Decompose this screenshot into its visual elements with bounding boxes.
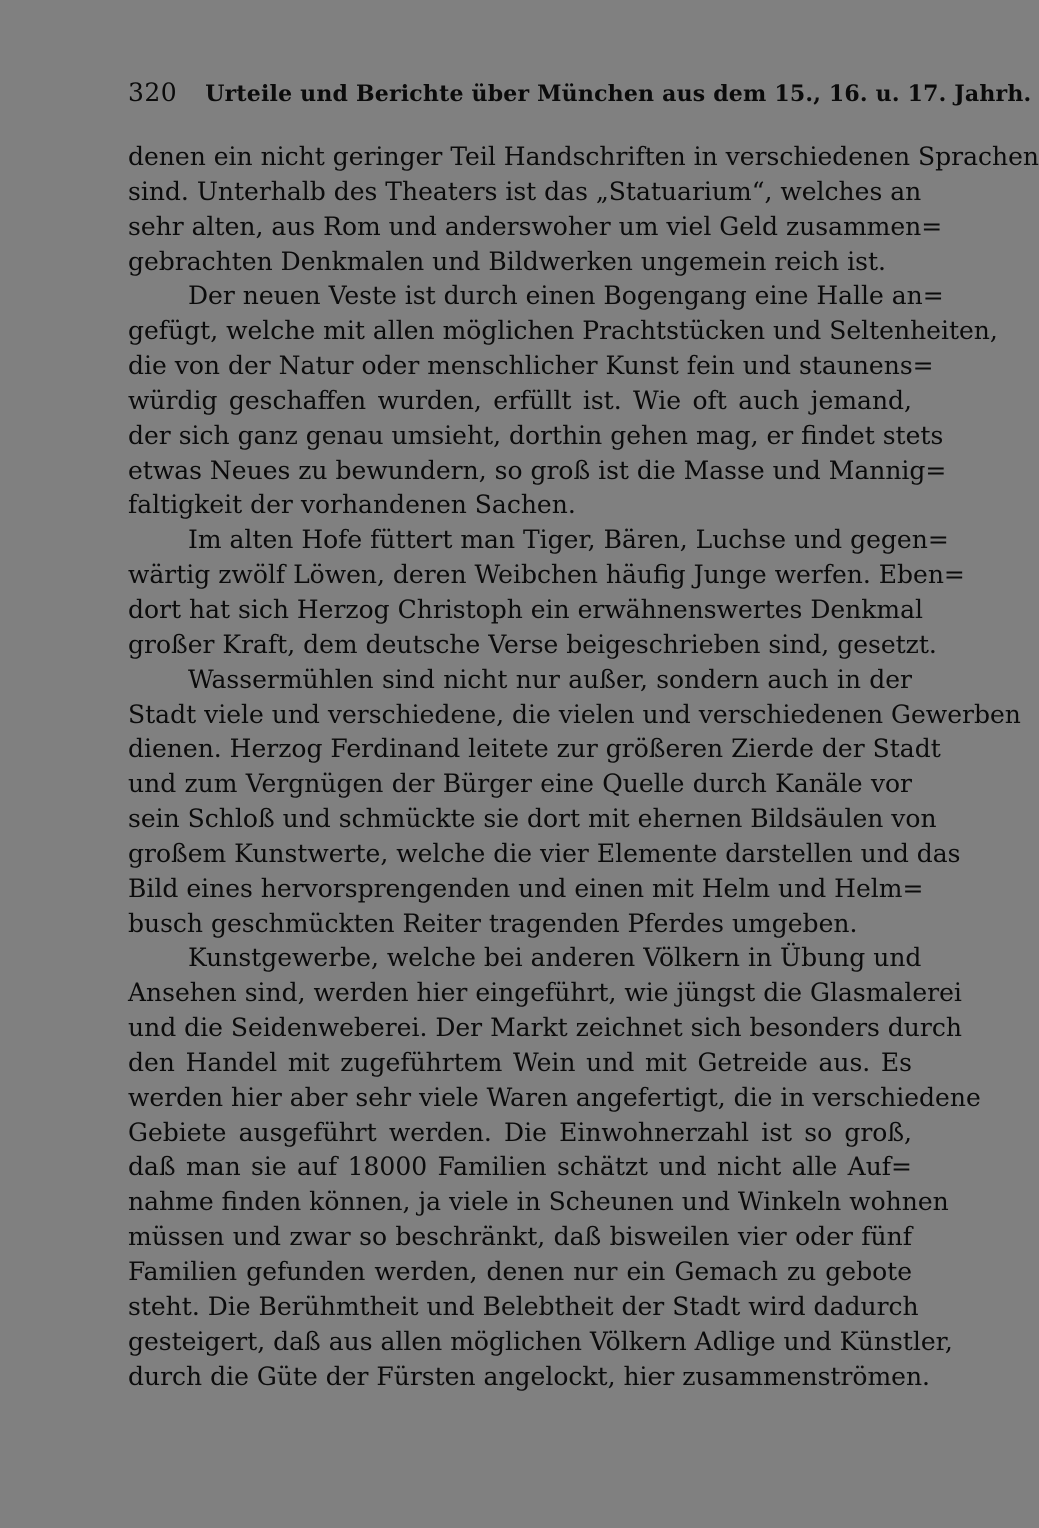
- text-line: Ansehen sind, werden hier eingeführt, wie jüngst die Glasmalerei: [128, 978, 962, 1008]
- text-line: werden hier aber sehr viele Waren angefertigt, die in verschiedene: [128, 1082, 981, 1112]
- paragraph-first-line: Der neuen Veste ist durch einen Bogengang eine Halle an=: [188, 281, 944, 311]
- body-text: [128, 140, 1039, 1394]
- text-line: faltigkeit der vorhandenen Sachen.: [128, 490, 576, 520]
- text-line: Gebiete ausgeführt werden. Die Einwohnerzahl ist so groß,: [128, 1117, 912, 1147]
- text-line: und die Seidenweberei. Der Markt zeichnet sich besonders durch: [128, 1013, 962, 1043]
- text-line: Stadt viele und verschiedene, die vielen und verschiedenen Gewerben: [128, 699, 1021, 729]
- text-line: busch geschmückten Reiter tragenden Pferdes umgeben.: [128, 908, 858, 938]
- text-line: die von der Natur oder menschlicher Kunst fein und staunens=: [128, 351, 934, 381]
- paragraph-first-line: Kunstgewerbe, welche bei anderen Völkern in Übung und: [188, 943, 922, 973]
- text-line: sein Schloß und schmückte sie dort mit ehernen Bildsäulen von: [128, 804, 937, 834]
- text-line: gesteigert, daß aus allen möglichen Völkern Adlige und Künstler,: [128, 1326, 953, 1356]
- text-line: denen ein nicht geringer Teil Handschriften in verschiedenen Sprachen: [128, 142, 1039, 171]
- text-line: daß man sie auf 18000 Familien schätzt und nicht alle Auf=: [128, 1152, 912, 1182]
- text-line: dienen. Herzog Ferdinand leitete zur größeren Zierde der Stadt: [128, 734, 941, 764]
- text-line: Bild eines hervorsprengenden und einen mit Helm und Helm=: [128, 873, 924, 903]
- text-line: sehr alten, aus Rom und anderswoher um viel Geld zusammen=: [128, 211, 943, 241]
- text-line: nahme finden können, ja viele in Scheunen und Winkeln wohnen: [128, 1187, 949, 1217]
- text-line: dort hat sich Herzog Christoph ein erwähnenswertes Denkmal: [128, 594, 924, 624]
- text-line: würdig geschaffen wurden, erfüllt ist. Wie oft auch jemand,: [128, 385, 912, 415]
- text-line: etwas Neues zu bewundern, so groß ist die Masse und Mannig=: [128, 455, 947, 485]
- text-line: sind. Unterhalb des Theaters ist das „Statuarium“, welches an: [128, 176, 922, 206]
- text-line: den Handel mit zugeführtem Wein und mit Getreide aus. Es: [128, 1047, 912, 1077]
- text-line: gebrachten Denkmalen und Bildwerken ungemein reich ist.: [128, 246, 886, 276]
- page-number: 320: [128, 78, 178, 107]
- text-line: gefügt, welche mit allen möglichen Prachtstücken und Seltenheiten,: [128, 316, 998, 346]
- running-title: Urteile und Berichte über München aus dem 15., 16. u. 17. Jahrh.: [205, 81, 1032, 107]
- paragraph-first-line: Wassermühlen sind nicht nur außer, sondern auch in der: [188, 664, 912, 694]
- text-line: müssen und zwar so beschränkt, daß bisweilen vier oder fünf: [128, 1222, 912, 1252]
- text-line: durch die Güte der Fürsten angelockt, hier zusammenströmen.: [128, 1361, 930, 1391]
- text-line: steht. Die Berühmtheit und Belebtheit der Stadt wird dadurch: [128, 1291, 919, 1321]
- text-line: Familien gefunden werden, denen nur ein Gemach zu gebote: [128, 1257, 912, 1286]
- page-header: [128, 78, 1032, 118]
- text-line: der sich ganz genau umsieht, dorthin gehen mag, er findet stets: [128, 420, 944, 450]
- text-line: großem Kunstwerte, welche die vier Elemente darstellen und das: [128, 838, 961, 868]
- text-line: großer Kraft, dem deutsche Verse beigeschrieben sind, gesetzt.: [128, 629, 937, 659]
- paragraph-first-line: Im alten Hofe füttert man Tiger, Bären, Luchse und gegen=: [188, 525, 949, 555]
- text-line: und zum Vergnügen der Bürger eine Quelle durch Kanäle vor: [128, 769, 912, 799]
- text-line: wärtig zwölf Löwen, deren Weibchen häufig Junge werfen. Eben=: [128, 560, 965, 590]
